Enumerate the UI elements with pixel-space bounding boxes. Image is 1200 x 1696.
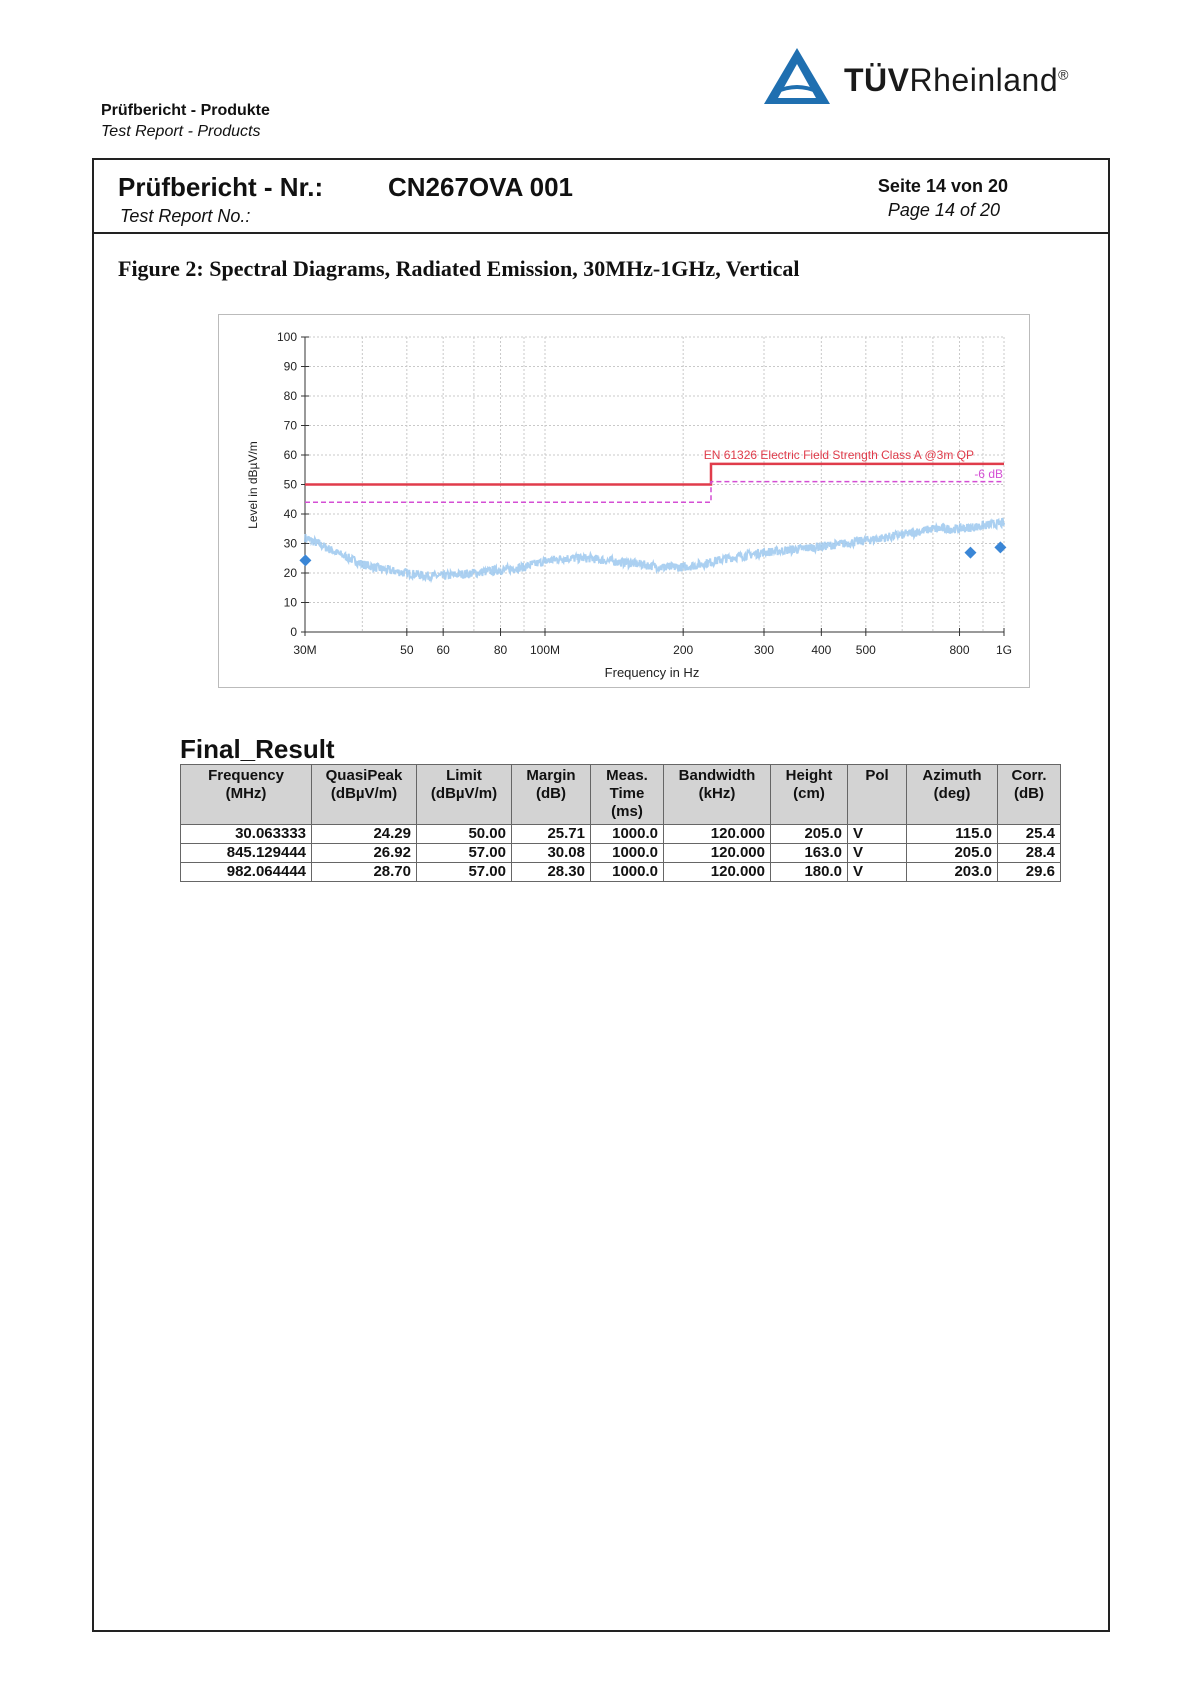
table-cell: 50.00 — [417, 825, 512, 844]
y-axis-label: Level in dBµV/m — [246, 441, 260, 529]
table-cell: 28.30 — [512, 863, 591, 882]
column-header — [664, 765, 771, 825]
y-tick-label: 70 — [283, 418, 297, 433]
column-header-line: (deg) — [933, 785, 971, 802]
final-result-marker — [299, 554, 311, 566]
column-header — [848, 765, 907, 825]
logo-wordmark — [844, 62, 1069, 99]
x-tick-label: 60 — [436, 643, 450, 657]
final-result-marker — [964, 547, 976, 559]
y-tick-label: 50 — [283, 477, 297, 492]
logo-text-bold: TÜV — [844, 62, 910, 98]
column-header-line: Corr. — [1011, 767, 1047, 784]
tuv-logo — [762, 46, 1102, 114]
y-tick-label: 30 — [283, 536, 297, 551]
column-header-line: Height — [785, 767, 833, 784]
report-number-label: Prüfbericht - Nr.: — [118, 172, 324, 202]
table-cell: 845.129444 — [181, 844, 312, 863]
column-header-line: Frequency — [208, 767, 284, 784]
limit-line-label: EN 61326 Electric Field Strength Class A @3m QP — [703, 448, 974, 462]
page-number-de: Seite 14 von 20 — [877, 176, 1008, 196]
report-type-en: Test Report - Products — [101, 123, 261, 140]
column-header-line: Bandwidth — [678, 767, 756, 784]
column-header-line: Time — [609, 785, 645, 802]
measured-spectrum-series — [305, 519, 1004, 581]
report-number-bar — [94, 160, 1108, 234]
x-tick-label: 300 — [753, 643, 775, 657]
y-tick-label: 40 — [283, 507, 297, 521]
table-cell: 24.29 — [312, 825, 417, 844]
y-tick-label: 80 — [283, 389, 297, 403]
table-cell: V — [848, 844, 907, 863]
x-tick-label: 1G — [995, 643, 1013, 657]
logo-registered-mark: ® — [1058, 66, 1069, 83]
y-tick-label: 100 — [276, 330, 297, 344]
table-cell: 982.064444 — [181, 863, 312, 882]
final-result-table — [180, 764, 1061, 882]
x-tick-label: 200 — [673, 643, 694, 657]
table-cell: 26.92 — [312, 844, 417, 863]
table-cell: 180.0 — [771, 863, 848, 882]
y-tick-label: 0 — [290, 625, 297, 639]
column-header — [591, 765, 664, 825]
table-cell: 115.0 — [907, 825, 998, 844]
table-cell: 25.71 — [512, 825, 591, 844]
margin-line-label: -6 dB — [974, 467, 1003, 481]
column-header — [417, 765, 512, 825]
x-tick-label: 400 — [811, 643, 832, 657]
page-number-en: Page 14 of 20 — [887, 200, 1000, 220]
column-header-line: (ms) — [611, 803, 643, 820]
x-tick-label: 50 — [400, 643, 414, 657]
x-tick-label: 30M — [293, 643, 317, 657]
table-cell: 30.08 — [512, 844, 591, 863]
y-tick-label: 20 — [283, 566, 297, 580]
final-result-header-row — [181, 765, 1061, 825]
column-header-line: (dB) — [1014, 785, 1044, 802]
emission-chart — [218, 314, 1030, 688]
table-cell: 203.0 — [907, 863, 998, 882]
final-result-marker — [994, 541, 1006, 553]
table-cell: 57.00 — [417, 844, 512, 863]
column-header-line: (cm) — [793, 785, 825, 802]
report-number-label-en: Test Report No.: — [120, 206, 251, 226]
table-cell: 120.000 — [664, 825, 771, 844]
column-header-line: Pol — [865, 767, 889, 784]
limit-line-series — [305, 464, 1004, 485]
table-cell: 30.063333 — [181, 825, 312, 844]
table-cell: 205.0 — [907, 844, 998, 863]
table-cell: 29.6 — [998, 863, 1061, 882]
table-cell: 25.4 — [998, 825, 1061, 844]
column-header-line: QuasiPeak — [325, 767, 403, 784]
table-cell: 1000.0 — [591, 844, 664, 863]
table-cell: 1000.0 — [591, 825, 664, 844]
x-tick-label: 80 — [493, 643, 508, 657]
report-type-header — [101, 100, 270, 142]
column-header-line: Azimuth — [922, 767, 982, 784]
tuv-triangle-icon — [762, 46, 832, 106]
report-number-value: CN267OVA 001 — [388, 172, 573, 202]
x-tick-label: 800 — [949, 643, 970, 657]
column-header — [512, 765, 591, 825]
column-header-line: (dBµV/m) — [330, 785, 398, 802]
column-header-line: Margin — [526, 767, 576, 784]
table-cell: 163.0 — [771, 844, 848, 863]
column-header-line: Meas. — [606, 767, 648, 784]
report-frame — [92, 158, 1110, 1632]
y-tick-label: 90 — [283, 359, 297, 374]
table-row — [181, 863, 1061, 882]
table-cell: V — [848, 825, 907, 844]
column-header — [907, 765, 998, 825]
table-cell: 28.4 — [998, 844, 1061, 863]
column-header — [771, 765, 848, 825]
table-row — [181, 844, 1061, 863]
table-cell: 28.70 — [312, 863, 417, 882]
table-row — [181, 825, 1061, 844]
table-cell: 1000.0 — [591, 863, 664, 882]
column-header-line: (kHz) — [698, 785, 736, 802]
table-cell: 120.000 — [664, 863, 771, 882]
table-cell: V — [848, 863, 907, 882]
table-cell: 120.000 — [664, 844, 771, 863]
table-cell: 57.00 — [417, 863, 512, 882]
y-tick-label: 10 — [283, 595, 297, 610]
final-result-title: Final_Result — [180, 734, 335, 764]
y-tick-label: 60 — [283, 448, 297, 462]
report-type-de: Prüfbericht - Produkte — [101, 102, 270, 119]
column-header-line: (dBµV/m) — [430, 785, 498, 802]
logo-text-regular: Rheinland — [909, 62, 1059, 98]
column-header-line: (MHz) — [225, 785, 267, 802]
emission-chart-svg — [219, 315, 1031, 689]
column-header — [998, 765, 1061, 825]
column-header — [312, 765, 417, 825]
column-header-line: (dB) — [536, 785, 566, 802]
figure-title: Figure 2: Spectral Diagrams, Radiated Emission, 30MHz-1GHz, Vertical — [118, 256, 800, 281]
x-tick-label: 500 — [855, 643, 876, 657]
column-header — [181, 765, 312, 825]
column-header-line: Limit — [446, 767, 482, 784]
x-tick-label: 100M — [529, 643, 561, 657]
x-axis-label: Frequency in Hz — [604, 665, 700, 680]
table-cell: 205.0 — [771, 825, 848, 844]
